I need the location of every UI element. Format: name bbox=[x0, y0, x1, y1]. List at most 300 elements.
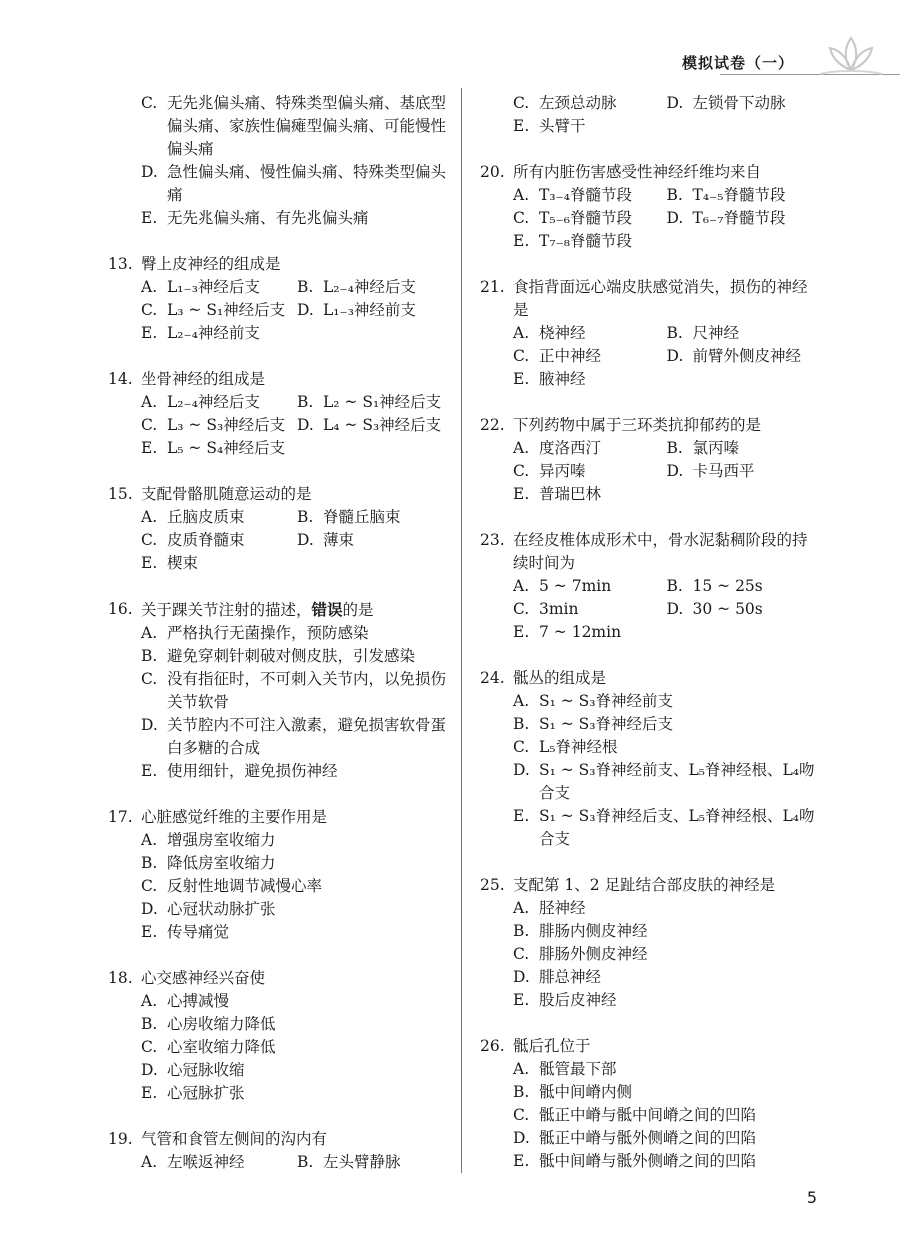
option-letter: D. bbox=[666, 347, 684, 365]
options bbox=[108, 276, 453, 345]
option-e bbox=[513, 805, 820, 851]
option-text: 降低房室收缩力 bbox=[167, 854, 276, 872]
option-text: 氯丙嗪 bbox=[692, 439, 740, 457]
option-letter: D. bbox=[141, 1061, 158, 1079]
question-number: 17. bbox=[108, 808, 133, 826]
option-letter: C. bbox=[513, 347, 530, 365]
question-text: 臀上皮神经的组成是 bbox=[141, 255, 281, 273]
question-stem bbox=[108, 253, 453, 276]
option-letter: C. bbox=[141, 1038, 158, 1056]
option-d bbox=[513, 759, 820, 805]
question-text: 在经皮椎体成形术中，骨水泥黏稠阶段的持续时间为 bbox=[513, 531, 808, 572]
option-letter: B. bbox=[666, 324, 683, 342]
option-text: 尺神经 bbox=[692, 324, 740, 342]
option-letter: E. bbox=[141, 1084, 158, 1102]
option-c bbox=[141, 875, 453, 898]
question-24 bbox=[480, 667, 820, 851]
option-text: 5 ~ 7min bbox=[539, 577, 612, 595]
option-d bbox=[141, 161, 453, 207]
options bbox=[108, 1151, 453, 1174]
option-letter: A. bbox=[513, 577, 530, 595]
question-text: 骶丛的组成是 bbox=[513, 669, 607, 687]
option-letter: B. bbox=[666, 186, 683, 204]
question-text: 心脏感觉纤维的主要作用是 bbox=[141, 808, 328, 826]
option-a bbox=[141, 391, 297, 414]
option-a bbox=[513, 437, 667, 460]
question-stem bbox=[108, 1128, 453, 1151]
option-letter: E. bbox=[141, 324, 158, 342]
option-text: S₁ ~ S₃脊神经后支 bbox=[539, 715, 674, 733]
option-e bbox=[141, 760, 453, 783]
question-19-continued bbox=[480, 92, 820, 138]
option-d bbox=[667, 460, 821, 483]
column-divider bbox=[461, 88, 462, 1173]
option-letter: D. bbox=[666, 94, 684, 112]
option-text: 股后皮神经 bbox=[539, 991, 617, 1009]
option-letter: C. bbox=[141, 531, 158, 549]
option-d bbox=[141, 898, 453, 921]
option-e bbox=[141, 552, 453, 575]
option-letter: C. bbox=[513, 600, 530, 618]
question-13 bbox=[108, 253, 453, 345]
option-b bbox=[297, 506, 453, 529]
option-letter: A. bbox=[513, 324, 530, 342]
option-d bbox=[297, 299, 453, 322]
option-e bbox=[513, 230, 820, 253]
option-e bbox=[141, 207, 453, 230]
option-c bbox=[141, 1036, 453, 1059]
question-number: 20. bbox=[480, 163, 505, 181]
option-e bbox=[513, 115, 820, 138]
option-c bbox=[141, 529, 297, 552]
question-text: 心交感神经兴奋使 bbox=[141, 969, 266, 987]
option-a bbox=[141, 622, 453, 645]
option-text: 心冠状动脉扩张 bbox=[167, 900, 276, 918]
option-text: 急性偏头痛、慢性偏头痛、特殊类型偏头痛 bbox=[167, 163, 447, 204]
question-number: 26. bbox=[480, 1037, 505, 1055]
lotus-logo-icon bbox=[816, 30, 886, 78]
option-letter: B. bbox=[666, 577, 683, 595]
option-letter: B. bbox=[141, 647, 158, 665]
option-text: 左锁骨下动脉 bbox=[692, 94, 786, 112]
question-stem bbox=[480, 529, 820, 575]
options bbox=[108, 506, 453, 575]
page-header-title: 模拟试卷（一） bbox=[681, 54, 794, 72]
option-text: 度洛西汀 bbox=[539, 439, 602, 457]
question-26 bbox=[480, 1035, 820, 1173]
option-letter: C. bbox=[141, 416, 158, 434]
option-text: 心冠脉扩张 bbox=[167, 1084, 245, 1102]
option-text: 头臂干 bbox=[539, 117, 586, 135]
option-text: 3min bbox=[539, 600, 579, 618]
options bbox=[480, 322, 820, 391]
option-text: L₅脊神经根 bbox=[539, 738, 618, 756]
option-text: 反射性地调节减慢心率 bbox=[167, 877, 323, 895]
option-text: L₅ ~ S₄神经后支 bbox=[167, 439, 286, 457]
option-e bbox=[513, 621, 820, 644]
question-text: 支配骨骼肌随意运动的是 bbox=[141, 485, 312, 503]
option-letter: D. bbox=[141, 163, 158, 181]
option-text: 骶正中嵴与骶中间嵴之间的凹陷 bbox=[539, 1106, 757, 1124]
option-text: L₃ ~ S₁神经后支 bbox=[167, 301, 286, 319]
option-text: 左喉返神经 bbox=[167, 1153, 245, 1171]
option-text: 传导痛觉 bbox=[167, 923, 230, 941]
option-e bbox=[141, 437, 453, 460]
option-a bbox=[141, 1151, 297, 1174]
option-text: 异丙嗪 bbox=[539, 462, 586, 480]
option-e bbox=[141, 1082, 453, 1105]
question-text: 所有内脏伤害感受性神经纤维均来自 bbox=[513, 163, 762, 181]
option-letter: A. bbox=[141, 992, 158, 1010]
question-text-post: 的是 bbox=[342, 601, 374, 619]
option-text: L₂₋₄神经后支 bbox=[167, 393, 260, 411]
option-a bbox=[513, 322, 667, 345]
option-letter: E. bbox=[513, 1152, 530, 1170]
option-a bbox=[141, 506, 297, 529]
question-text: 下列药物中属于三环类抗抑郁药的是 bbox=[513, 416, 762, 434]
option-text: 正中神经 bbox=[539, 347, 602, 365]
option-letter: E. bbox=[513, 991, 530, 1009]
option-text: T₃₋₄脊髓节段 bbox=[539, 186, 632, 204]
option-text: 心搏减慢 bbox=[167, 992, 230, 1010]
option-letter: D. bbox=[666, 600, 684, 618]
option-letter: A. bbox=[141, 508, 158, 526]
option-text: L₁₋₃神经后支 bbox=[167, 278, 260, 296]
option-letter: B. bbox=[513, 715, 530, 733]
option-text: 左头臂静脉 bbox=[323, 1153, 401, 1171]
question-number: 19. bbox=[108, 1130, 133, 1148]
question-text: 坐骨神经的组成是 bbox=[141, 370, 266, 388]
option-letter: E. bbox=[141, 439, 158, 457]
option-c bbox=[141, 92, 453, 161]
options bbox=[108, 92, 453, 230]
option-letter: C. bbox=[141, 301, 158, 319]
option-e bbox=[513, 989, 820, 1012]
option-e bbox=[513, 1150, 820, 1173]
option-letter: B. bbox=[513, 1083, 530, 1101]
option-e bbox=[513, 483, 820, 506]
option-b bbox=[297, 276, 453, 299]
option-text: L₃ ~ S₃神经后支 bbox=[167, 416, 286, 434]
options bbox=[480, 184, 820, 253]
question-text bbox=[141, 598, 453, 622]
option-letter: E. bbox=[513, 370, 530, 388]
option-text: T₅₋₆脊髓节段 bbox=[539, 209, 632, 227]
emphasis-word: 错误 bbox=[311, 600, 343, 619]
option-b bbox=[513, 920, 820, 943]
option-text: S₁ ~ S₃脊神经前支、L₅脊神经根、L₄吻合支 bbox=[539, 761, 815, 802]
option-text: 前臂外侧皮神经 bbox=[692, 347, 802, 365]
question-number: 24. bbox=[480, 669, 505, 687]
option-text: 15 ~ 25s bbox=[692, 577, 763, 595]
option-letter: C. bbox=[513, 1106, 530, 1124]
option-e bbox=[141, 322, 453, 345]
options bbox=[480, 437, 820, 506]
option-letter: C. bbox=[513, 738, 530, 756]
option-letter: D. bbox=[513, 1129, 530, 1147]
option-letter: D. bbox=[666, 462, 684, 480]
question-stem bbox=[108, 368, 453, 391]
option-d bbox=[667, 598, 821, 621]
question-number: 21. bbox=[480, 278, 505, 296]
option-text: T₄₋₅脊髓节段 bbox=[692, 186, 786, 204]
option-text: 骶正中嵴与骶外侧嵴之间的凹陷 bbox=[539, 1129, 757, 1147]
option-text: L₂ ~ S₁神经后支 bbox=[323, 393, 442, 411]
option-d bbox=[667, 345, 821, 368]
option-d bbox=[667, 207, 821, 230]
question-23 bbox=[480, 529, 820, 644]
option-letter: E. bbox=[513, 232, 530, 250]
question-25 bbox=[480, 874, 820, 1012]
question-stem bbox=[480, 161, 820, 184]
option-b bbox=[513, 713, 820, 736]
option-a bbox=[141, 829, 453, 852]
option-c bbox=[513, 345, 667, 368]
option-text: 腓肠外侧皮神经 bbox=[539, 945, 648, 963]
option-c bbox=[513, 92, 667, 115]
question-14 bbox=[108, 368, 453, 460]
option-text: 骶管最下部 bbox=[539, 1060, 617, 1078]
option-letter: A. bbox=[141, 393, 158, 411]
option-letter: D. bbox=[141, 716, 158, 734]
option-letter: A. bbox=[513, 439, 530, 457]
question-number: 14. bbox=[108, 370, 133, 388]
option-text: 腋神经 bbox=[539, 370, 586, 388]
question-stem bbox=[480, 1035, 820, 1058]
option-text: 胫神经 bbox=[539, 899, 586, 917]
option-text: 7 ~ 12min bbox=[539, 623, 622, 641]
question-12-continued bbox=[108, 92, 453, 230]
option-text: T₇₋₈脊髓节段 bbox=[539, 232, 632, 250]
option-a bbox=[513, 690, 820, 713]
options bbox=[480, 1058, 820, 1173]
option-text: L₁₋₃神经前支 bbox=[323, 301, 416, 319]
question-stem bbox=[480, 667, 820, 690]
options bbox=[480, 575, 820, 644]
option-text: 桡神经 bbox=[539, 324, 586, 342]
option-text: 心房收缩力降低 bbox=[167, 1015, 276, 1033]
option-c bbox=[513, 598, 667, 621]
option-letter: D. bbox=[297, 301, 314, 319]
option-text: 心冠脉收缩 bbox=[167, 1061, 245, 1079]
question-18 bbox=[108, 967, 453, 1105]
options bbox=[108, 990, 453, 1105]
option-letter: C. bbox=[141, 877, 158, 895]
option-letter: B. bbox=[297, 393, 314, 411]
option-b bbox=[667, 322, 821, 345]
option-text: 薄束 bbox=[323, 531, 355, 549]
option-letter: B. bbox=[141, 1015, 158, 1033]
question-22 bbox=[480, 414, 820, 506]
option-text: 腓肠内侧皮神经 bbox=[539, 922, 648, 940]
question-number: 23. bbox=[480, 531, 505, 549]
option-text: L₂₋₄神经后支 bbox=[323, 278, 416, 296]
option-letter: E. bbox=[141, 923, 158, 941]
options bbox=[480, 897, 820, 1012]
option-text: 丘脑皮质束 bbox=[167, 508, 245, 526]
option-letter: A. bbox=[141, 278, 158, 296]
option-letter: D. bbox=[513, 968, 530, 986]
option-d bbox=[513, 966, 820, 989]
option-letter: D. bbox=[297, 416, 314, 434]
options bbox=[108, 829, 453, 944]
question-text: 骶后孔位于 bbox=[513, 1037, 591, 1055]
option-d bbox=[141, 1059, 453, 1082]
option-letter: B. bbox=[513, 922, 530, 940]
option-letter: C. bbox=[513, 94, 530, 112]
option-text: 左颈总动脉 bbox=[539, 94, 617, 112]
options bbox=[480, 690, 820, 851]
question-stem bbox=[108, 483, 453, 506]
option-letter: E. bbox=[513, 807, 530, 825]
option-text: 无先兆偏头痛、有先兆偏头痛 bbox=[167, 209, 369, 227]
option-text: 增强房室收缩力 bbox=[167, 831, 276, 849]
option-c bbox=[513, 943, 820, 966]
option-letter: A. bbox=[513, 186, 530, 204]
option-e bbox=[513, 368, 820, 391]
option-b bbox=[667, 575, 821, 598]
options bbox=[108, 391, 453, 460]
option-letter: D. bbox=[297, 531, 314, 549]
option-letter: B. bbox=[141, 854, 158, 872]
option-b bbox=[297, 391, 453, 414]
option-b bbox=[513, 1081, 820, 1104]
question-21 bbox=[480, 276, 820, 391]
options bbox=[480, 92, 820, 138]
option-a bbox=[141, 276, 297, 299]
option-d bbox=[667, 92, 821, 115]
option-letter: E. bbox=[141, 554, 158, 572]
option-letter: E. bbox=[513, 117, 530, 135]
option-text: 关节腔内不可注入激素，避免损害软骨蛋白多糖的合成 bbox=[167, 716, 447, 757]
option-d bbox=[297, 414, 453, 437]
option-c bbox=[513, 1104, 820, 1127]
option-text: 骶中间嵴内侧 bbox=[539, 1083, 633, 1101]
option-b bbox=[667, 437, 821, 460]
option-letter: B. bbox=[297, 278, 314, 296]
option-c bbox=[513, 207, 667, 230]
option-text: 脊髓丘脑束 bbox=[323, 508, 401, 526]
question-number: 25. bbox=[480, 876, 505, 894]
option-b bbox=[297, 1151, 453, 1174]
option-text: 卡马西平 bbox=[692, 462, 755, 480]
question-number: 18. bbox=[108, 969, 133, 987]
option-letter: C. bbox=[141, 670, 158, 688]
option-text: 腓总神经 bbox=[539, 968, 602, 986]
option-b bbox=[141, 1013, 453, 1036]
option-d bbox=[513, 1127, 820, 1150]
question-text-pre: 关于踝关节注射的描述， bbox=[141, 601, 312, 619]
question-stem bbox=[108, 806, 453, 829]
question-number: 16. bbox=[108, 600, 133, 618]
option-letter: A. bbox=[513, 899, 530, 917]
option-c bbox=[513, 460, 667, 483]
question-text: 食指背面远心端皮肤感觉消失，损伤的神经是 bbox=[513, 278, 808, 319]
option-e bbox=[141, 921, 453, 944]
option-b bbox=[141, 852, 453, 875]
question-19 bbox=[108, 1128, 453, 1174]
right-column bbox=[480, 92, 820, 1196]
option-b bbox=[667, 184, 821, 207]
option-letter: C. bbox=[513, 209, 530, 227]
option-text: S₁ ~ S₃脊神经后支、L₅脊神经根、L₄吻合支 bbox=[539, 807, 815, 848]
question-stem bbox=[480, 276, 820, 322]
option-c bbox=[141, 299, 297, 322]
option-a bbox=[513, 575, 667, 598]
question-number: 15. bbox=[108, 485, 133, 503]
option-text: 骶中间嵴与骶外侧嵴之间的凹陷 bbox=[539, 1152, 757, 1170]
question-stem bbox=[108, 598, 453, 622]
option-text: S₁ ~ S₃脊神经前支 bbox=[539, 692, 674, 710]
option-d bbox=[141, 714, 453, 760]
option-text: 楔束 bbox=[167, 554, 199, 572]
option-a bbox=[513, 184, 667, 207]
option-text: L₄ ~ S₃神经后支 bbox=[323, 416, 442, 434]
option-c bbox=[141, 668, 453, 714]
option-text: 使用细针，避免损伤神经 bbox=[167, 762, 338, 780]
option-letter: C. bbox=[513, 945, 530, 963]
option-letter: A. bbox=[141, 1153, 158, 1171]
question-17 bbox=[108, 806, 453, 944]
option-letter: B. bbox=[297, 1153, 314, 1171]
option-letter: E. bbox=[141, 209, 158, 227]
option-letter: B. bbox=[297, 508, 314, 526]
question-number: 22. bbox=[480, 416, 505, 434]
option-text: 普瑞巴林 bbox=[539, 485, 602, 503]
option-letter: B. bbox=[666, 439, 683, 457]
option-letter: D. bbox=[141, 900, 158, 918]
option-letter: D. bbox=[666, 209, 684, 227]
option-b bbox=[141, 645, 453, 668]
option-a bbox=[141, 990, 453, 1013]
option-letter: A. bbox=[141, 831, 158, 849]
option-letter: A. bbox=[513, 692, 530, 710]
option-c bbox=[513, 736, 820, 759]
options bbox=[108, 622, 453, 783]
option-letter: C. bbox=[141, 94, 158, 112]
left-column bbox=[108, 92, 453, 1197]
option-a bbox=[513, 1058, 820, 1081]
option-text: 没有指征时，不可刺入关节内，以免损伤关节软骨 bbox=[167, 670, 447, 711]
option-c bbox=[141, 414, 297, 437]
question-text: 气管和食管左侧间的沟内有 bbox=[141, 1130, 328, 1148]
option-text: 严格执行无菌操作，预防感染 bbox=[167, 624, 369, 642]
question-text: 支配第 1、2 足趾结合部皮肤的神经是 bbox=[513, 876, 776, 894]
option-letter: A. bbox=[141, 624, 158, 642]
page-number: 5 bbox=[806, 1188, 817, 1207]
question-stem bbox=[480, 874, 820, 897]
option-letter: D. bbox=[513, 761, 530, 779]
option-text: 皮质脊髓束 bbox=[167, 531, 245, 549]
option-d bbox=[297, 529, 453, 552]
option-letter: E. bbox=[513, 485, 530, 503]
question-number: 13. bbox=[108, 255, 133, 273]
option-letter: A. bbox=[513, 1060, 530, 1078]
question-stem bbox=[108, 967, 453, 990]
option-text: L₂₋₄神经前支 bbox=[167, 324, 260, 342]
option-letter: E. bbox=[141, 762, 158, 780]
option-letter: E. bbox=[513, 623, 530, 641]
option-text: 30 ~ 50s bbox=[692, 600, 763, 618]
question-stem bbox=[480, 414, 820, 437]
option-text: 避免穿刺针刺破对侧皮肤，引发感染 bbox=[167, 647, 416, 665]
question-20 bbox=[480, 161, 820, 253]
option-text: 无先兆偏头痛、特殊类型偏头痛、基底型偏头痛、家族性偏瘫型偏头痛、可能慢性偏头痛 bbox=[167, 94, 447, 158]
option-text: T₆₋₇脊髓节段 bbox=[692, 209, 786, 227]
question-15 bbox=[108, 483, 453, 575]
option-text: 心室收缩力降低 bbox=[167, 1038, 276, 1056]
question-16 bbox=[108, 598, 453, 783]
